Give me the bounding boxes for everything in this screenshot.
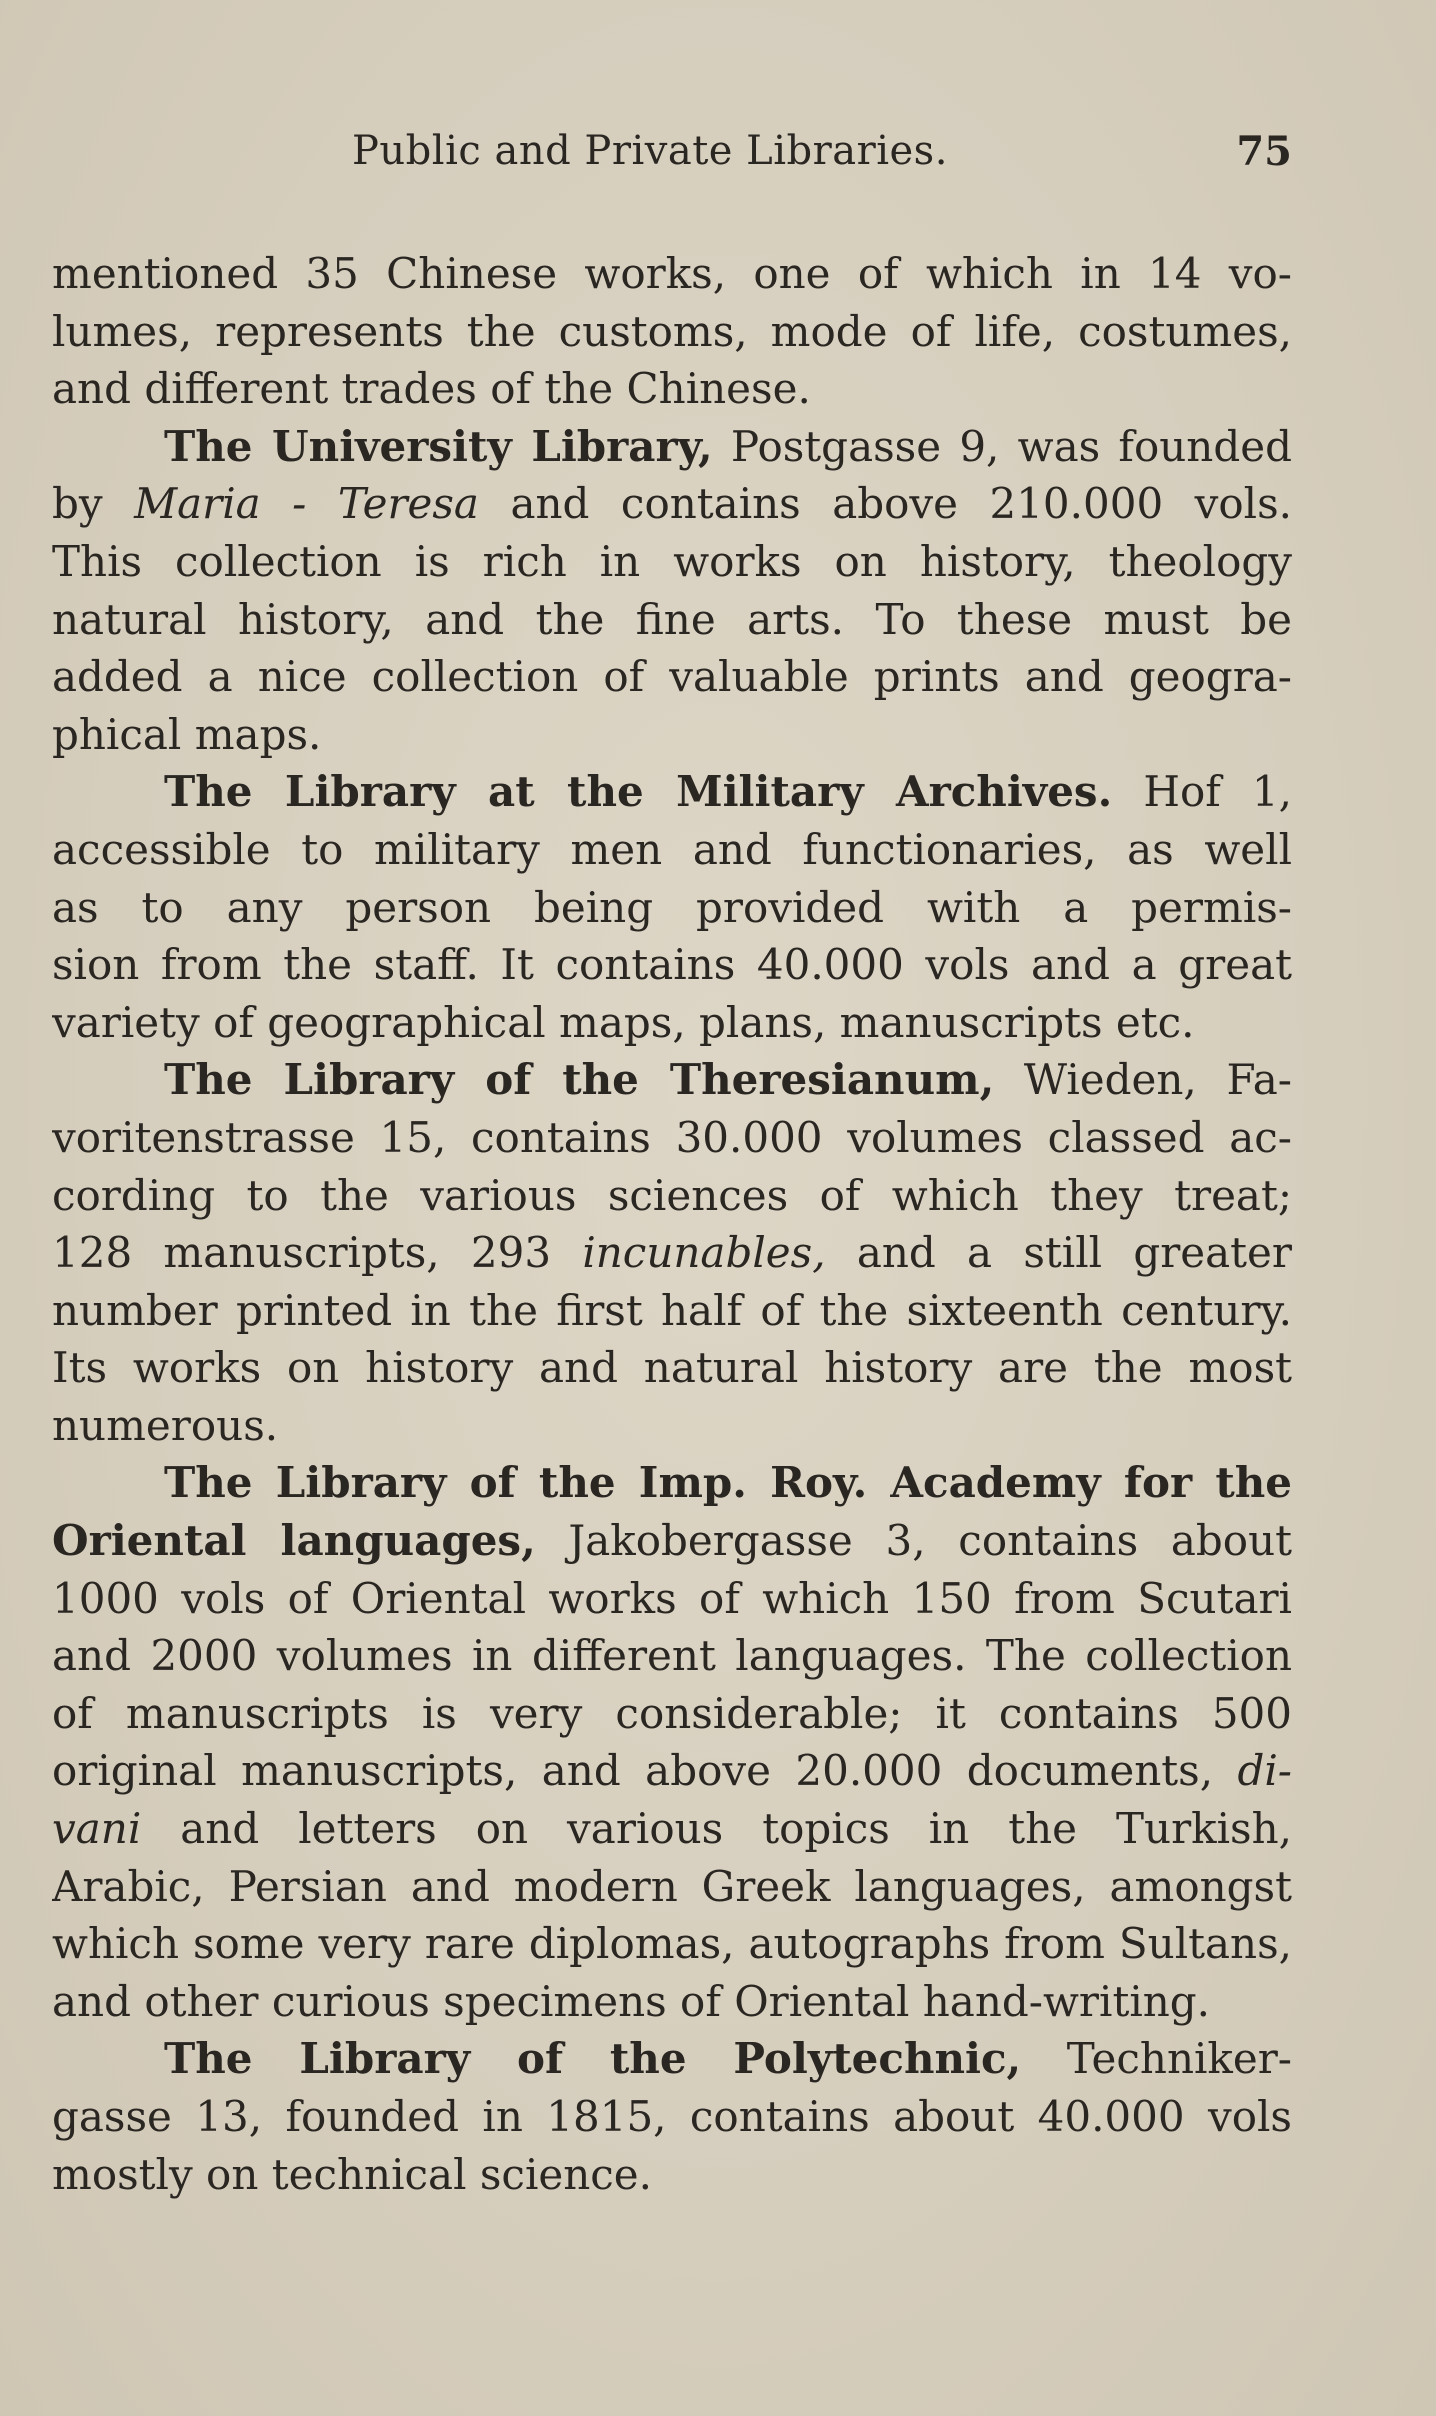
text-line <box>52 763 1292 821</box>
body-text <box>52 245 1292 2203</box>
text-line <box>52 1742 1292 1800</box>
text-line <box>52 1051 1292 1109</box>
text-segment: voritenstrasse 15, contains 30.000 volumes classed ac- <box>52 1112 1292 1162</box>
page-header <box>352 128 1292 188</box>
text-segment: variety of geographical maps, plans, manuscripts etc. <box>52 997 1195 1047</box>
bold-heading-segment: Oriental languages, <box>52 1516 536 1566</box>
text-line <box>52 533 1292 591</box>
text-line <box>52 1454 1292 1512</box>
text-line <box>52 1109 1292 1167</box>
text-segment: original manuscripts, and above 20.000 documents, <box>52 1746 1238 1796</box>
text-segment: Techniker- <box>1021 2034 1292 2084</box>
text-line <box>52 360 1292 418</box>
text-segment: mentioned 35 Chinese works, one of which in 14 vo- <box>52 249 1292 298</box>
text-line <box>52 418 1292 476</box>
italic-segment: vani <box>52 1804 142 1854</box>
text-segment: which some very rare diplomas, autographs from Sultans, <box>52 1919 1292 1969</box>
text-segment: mostly on technical science. <box>52 2149 653 2199</box>
text-line <box>52 1339 1292 1397</box>
text-line <box>52 1224 1292 1282</box>
text-segment: 1000 vols of Oriental works of which 150 from Scutari <box>52 1573 1292 1623</box>
text-line <box>52 245 1292 303</box>
text-segment: as to any person being provided with a permis- <box>52 882 1292 932</box>
text-line <box>52 648 1292 706</box>
italic-segment: di- <box>1237 1746 1292 1796</box>
text-line <box>52 1627 1292 1685</box>
text-segment: Wieden, Fa- <box>994 1055 1292 1105</box>
text-segment: and other curious specimens of Oriental hand-writing. <box>52 1976 1211 2026</box>
text-segment: accessible to military men and functionaries, as well <box>52 824 1292 874</box>
text-line <box>52 1800 1292 1858</box>
text-line <box>52 1973 1292 2031</box>
bold-heading-segment: The Library of the Theresianum, <box>164 1055 995 1105</box>
text-line <box>52 2088 1292 2146</box>
text-segment: number printed in the first half of the sixteenth century. <box>52 1285 1292 1335</box>
bold-heading-segment: The Library of the Polytechnic, <box>164 2034 1022 2084</box>
text-line <box>52 2030 1292 2088</box>
text-segment: by <box>52 479 135 529</box>
text-line <box>52 879 1292 937</box>
text-line <box>52 936 1292 994</box>
text-line <box>52 1167 1292 1225</box>
text-segment: sion from the staff. It contains 40.000 vols and a great <box>52 940 1292 990</box>
text-line <box>52 706 1292 764</box>
text-segment: natural history, and the fine arts. To these must be <box>52 594 1292 644</box>
text-segment: and contains above 210.000 vols. <box>478 479 1292 529</box>
text-segment: gasse 13, founded in 1815, contains about 40.000 vols <box>52 2092 1292 2141</box>
text-segment: lumes, represents the customs, mode of life, costumes, <box>52 306 1292 356</box>
text-segment: and a still greater <box>825 1228 1292 1278</box>
text-segment: Arabic, Persian and modern Greek languages, amongst <box>52 1861 1292 1911</box>
text-segment: and letters on various topics in the Turkish, <box>141 1804 1292 1854</box>
text-segment: phical maps. <box>52 709 322 759</box>
text-segment: This collection is rich in works on history, theology <box>52 536 1292 586</box>
text-line <box>52 1282 1292 1340</box>
text-line <box>52 303 1292 361</box>
bold-heading-segment: The University Library, <box>164 421 713 471</box>
text-line <box>52 1685 1292 1743</box>
text-line <box>52 994 1292 1052</box>
bold-heading-segment: The Library at the Military Archives. <box>164 767 1113 817</box>
text-segment: Jakobergasse 3, contains about <box>535 1516 1292 1566</box>
text-line <box>52 2146 1292 2204</box>
text-segment: 128 manuscripts, 293 <box>52 1228 583 1278</box>
text-line <box>52 1397 1292 1455</box>
text-segment: Hof 1, <box>1112 767 1292 817</box>
text-line <box>52 1512 1292 1570</box>
italic-segment: Maria - Teresa <box>134 479 479 529</box>
text-segment: Its works on history and natural history are the most <box>52 1343 1292 1393</box>
text-segment: Postgasse 9, was founded <box>712 421 1292 471</box>
running-head: Public and Private Libraries. <box>352 128 948 174</box>
text-line <box>52 475 1292 533</box>
text-segment: of manuscripts is very considerable; it contains 500 <box>52 1688 1292 1738</box>
text-segment: cording to the various sciences of which they treat; <box>52 1170 1292 1220</box>
page-number: 75 <box>1236 128 1292 175</box>
text-segment: and 2000 volumes in different languages. The collection <box>52 1631 1292 1681</box>
italic-segment: incunables, <box>582 1228 826 1278</box>
text-segment: and different trades of the Chinese. <box>52 364 811 414</box>
text-line <box>52 821 1292 879</box>
text-line <box>52 1915 1292 1973</box>
bold-heading-segment: The Library of the Imp. Roy. Academy for the <box>164 1458 1292 1508</box>
text-line <box>52 591 1292 649</box>
text-segment: numerous. <box>52 1400 279 1450</box>
text-line <box>52 1570 1292 1628</box>
text-line <box>52 1858 1292 1916</box>
text-segment: added a nice collection of valuable prints and geogra- <box>52 652 1292 702</box>
